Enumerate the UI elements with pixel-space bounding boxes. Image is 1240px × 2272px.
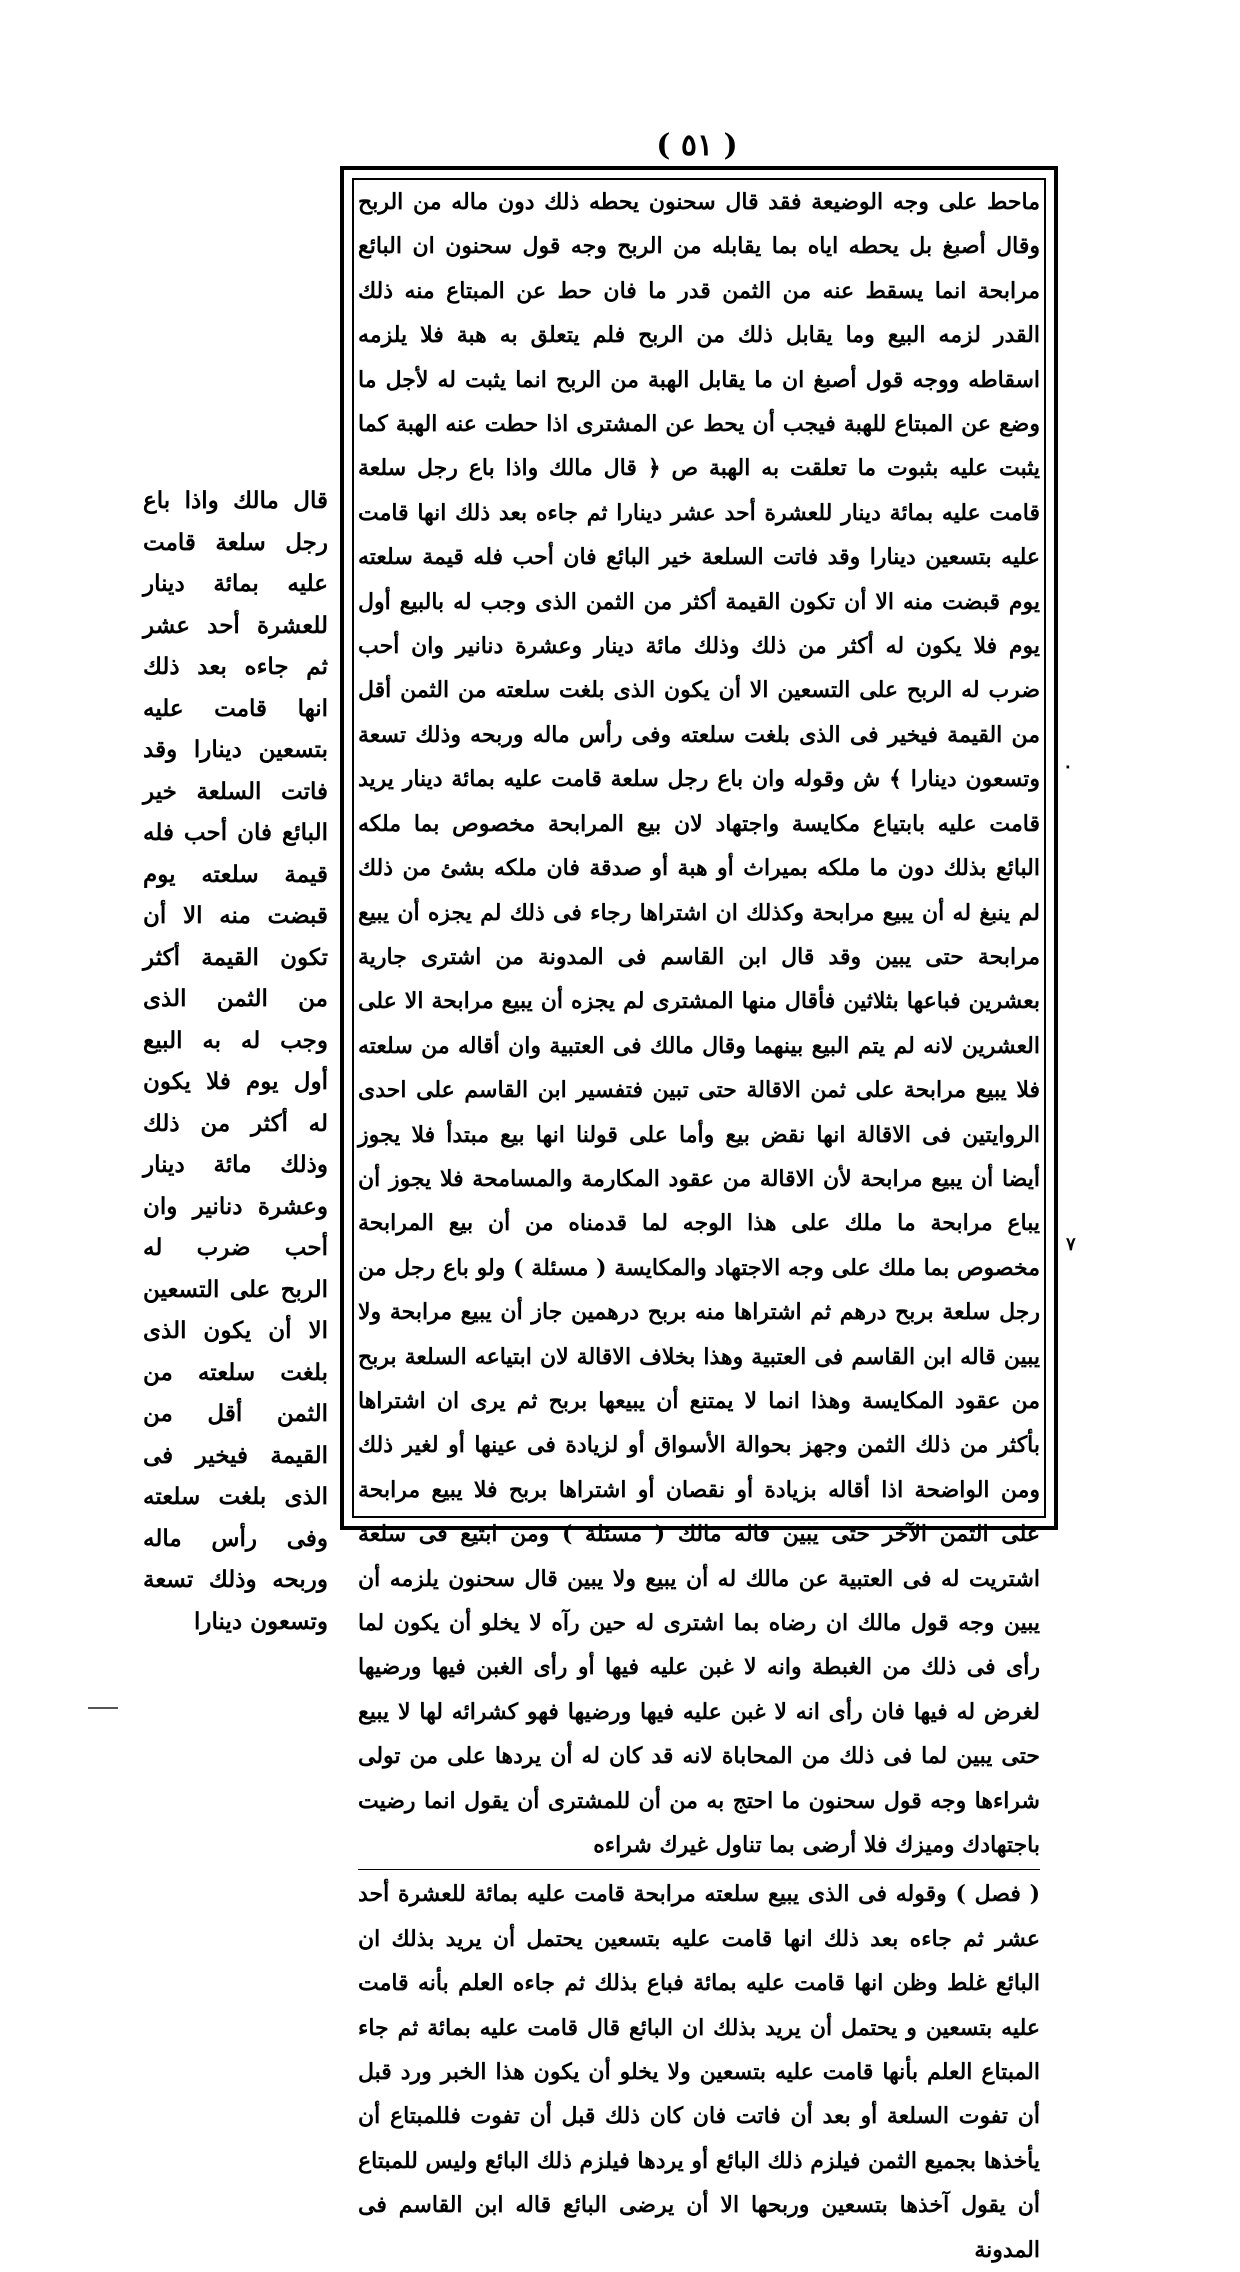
stray-mark-right-lower: ٧	[1066, 1234, 1076, 1255]
paragraph-divider	[358, 1869, 1040, 1870]
main-text-body	[358, 180, 1041, 2263]
main-paragraph-2: ( فصل ) وقوله فى الذى يبيع سلعته مرابحة قامت عليه بمائة للعشرة أحد عشر ثم جاءه بعد ذلك انها قامت عليه بتسعين يحتمل أن يريد بذلك ان البائع غلط وظن انها قامت عليه بمائة فباع بذلك ثم جاءه العلم بأنه قامت عليه بتسعين و يحتمل أن يريد بذلك ان البائع قال قامت عليه بمائة ثم جاء المبتاع العلم بأنها قامت عليه بتسعين ولا يخلو أن يكون هذا الخبر ورد قبل أن تفوت السلعة أو بعد أن فاتت فان كان ذلك قبل أن تفوت فللمبتاع أن يأخذها بجميع الثمن فيلزم ذلك البائع أو يردها فيلزم ذلك البائع وليس للمبتاع أن يقول آخذها بتسعين وربحها الا أن يرضى البائع قاله ابن القاسم فى المدونة	[358, 1881, 1040, 2263]
stray-mark-right-upper: ٠	[1063, 756, 1073, 777]
page-number: ( ٥١ )	[656, 128, 738, 163]
scan-artifact-dash	[88, 1707, 118, 1709]
main-paragraph-1: ماحط على وجه الوضيعة فقد قال سحنون يحطه ذلك دون ماله من الربح وقال أصبغ بل يحطه اياه بما يقابله من الربح وجه قول سحنون ان البائع مرابحة انما يسقط عنه من الثمن قدر ما فان حط عن المبتاع منه ذلك القدر لزمه البيع وما يقابل ذلك من الربح فلم يتعلق به هبة فلا يلزمه اسقاطه ووجه قول أصبغ ان ما يقابل الهبة من الربح انما يثبت له لأجل ما وضع عن المبتاع للهبة فيجب أن يحط عن المشترى اذا حطت عنه الهبة كما يثبت عليه بثبوت ما تعلقت به الهبة ص ﴿ قال مالك واذا باع رجل سلعة قامت عليه بمائة دينار للعشرة أحد عشر دينارا ثم جاءه بعد ذلك انها قامت عليه بتسعين دينارا وقد فاتت السلعة خير البائع فان أحب فله قيمة سلعته يوم قبضت منه الا أن تكون القيمة أكثر من الثمن الذى وجب له بالبيع أول يوم فلا يكون له أكثر من ذلك وذلك مائة دينار وعشرة دنانير وان أحب ضرب له الربح على التسعين الا أن يكون الذى بلغت سلعته من الثمن أقل من القيمة فيخير فى الذى بلغت سلعته وفى رأس ماله وربحه وذلك تسعة وتسعون دينارا ﴾ ش وقوله وان باع رجل سلعة قامت عليه بمائة دينار يريد قامت عليه بابتياع مكايسة واجتهاد لان بيع المرابحة مخصوص بما ملكه البائع بذلك دون ما ملكه بميراث أو هبة أو صدقة فان ملكه بشئ من ذلك لم ينبغ له أن يبيع مرابحة وكذلك ان اشتراها رجاء فى ذلك لم يجزه أن يبيع مرابحة حتى يبين وقد قال ابن القاسم فى المدونة من اشترى جارية بعشرين فباعها بثلاثين فأقال منها المشترى لم يجزه أن يبيع مرابحة الا على العشرين لانه لم يتم البيع بينهما وقال مالك فى العتبية وان أقاله من سلعته فلا يبيع مرابحة على ثمن الاقالة حتى تبين فتفسير ابن القاسم على احدى الروايتين فى الاقالة انها نقض بيع وأما على قولنا انها بيع مبتدأ فلا يجوز أيضا أن يبيع مرابحة لأن الاقالة من عقود المكارمة والمسامحة فلا يجوز أن يباع مرابحة ما ملك على هذا الوجه لما قدمناه من أن بيع المرابحة مخصوص بما ملك على وجه الاجتهاد والمكايسة ( مسئلة ) ولو باع رجل من رجل سلعة بربح درهم ثم اشتراها منه بربح درهمين جاز أن يبيع مرابحة ولا يبين قاله ابن القاسم فى العتبية وهذا بخلاف الاقالة لان ابتياعه السلعة بربح من عقود المكايسة وهذا انما لا يمتنع أن يبيعها بربح ثم يرى ان اشتراها بأكثر من ذلك الثمن وجهز بحوالة الأسواق أو لزيادة فى عينها أو لغير ذلك ومن الواضحة اذا أقاله بزيادة أو نقصان أو اشتراها بربح فلا يبيع مرابحة على الثمن الآخر حتى يبين قاله مالك ( مسئلة ) ومن ابتيع فى سلعة اشتريت له فى العتبية عن مالك له أن يبيع ولا يبين قال سحنون يلزمه أن يبين وجه قول مالك ان رضاه بما اشترى له حين رآه لا يخلو أن يكون لما رأى فى ذلك من الغبطة وانه لا غبن عليه فيها أو رأى الغبن فيها ورضيها لغرض له فيها فان رأى انه لا غبن عليه فيها ورضيها فهو كشرائه لها لا يبيع حتى يبين لما فى ذلك من المحاباة لانه قد كان له أن يردها على من تولى شراءها وجه قول سحنون ما احتج به من أن للمشترى أن يقول انما رضيت باجتهادك وميزك فلا أرضى بما تناول غيرك شراءه	[358, 189, 1041, 1859]
margin-gloss: قال مالك واذا باع رجل سلعة قامت عليه بمائة دينار للعشرة أحد عشر ثم جاءه بعد ذلك انها قامت عليه بتسعين دينارا وقد فاتت السلعة خير البائع فان أحب فله قيمة سلعته يوم قبضت منه الا أن تكون القيمة أكثر من الثمن الذى وجب له به البيع أول يوم فلا يكون له أكثر من ذلك وذلك مائة دينار وعشرة دنانير وان أحب ضرب له الربح على التسعين الا أن يكون الذى بلغت سلعته من الثمن أقل من القيمة فيخير فى الذى بلغت سلعته وفى رأس ماله وربحه وذلك تسعة وتسعون دينارا	[143, 487, 328, 1635]
main-text-frame	[340, 166, 1058, 2263]
